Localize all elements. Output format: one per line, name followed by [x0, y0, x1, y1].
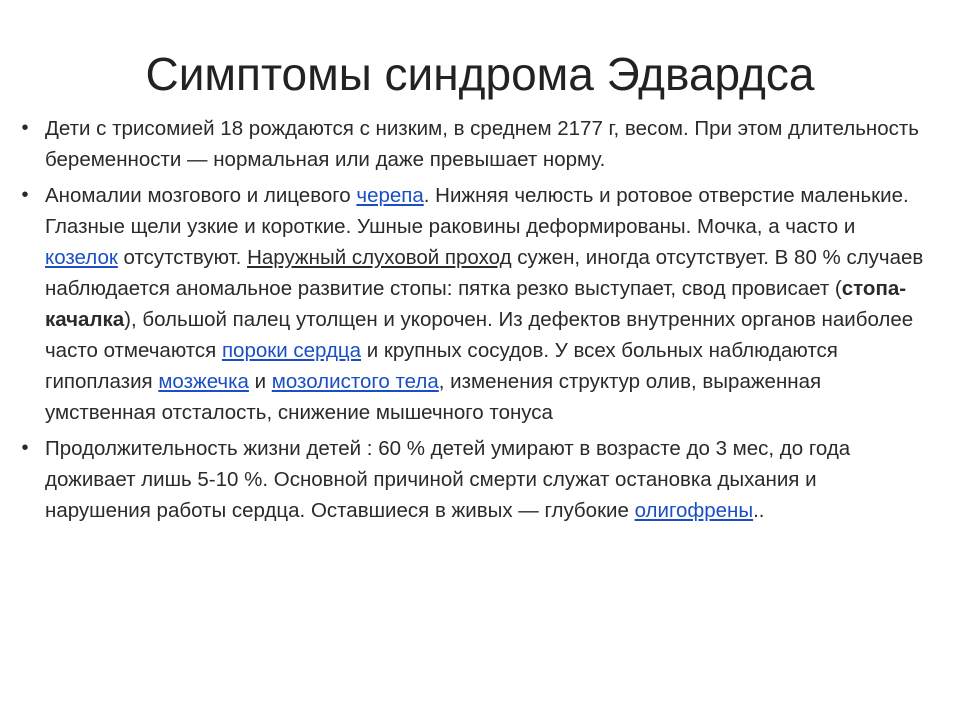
bullet-list	[18, 113, 928, 526]
bullet-item-birth-weight	[18, 113, 928, 175]
bullet-text: и крупных сосудов. У всех больных наблюдаются гипоплазия	[45, 339, 838, 393]
bullet-dot-icon: •	[21, 437, 29, 459]
bullet-text: Продолжительность жизни детей : 60 % детей умирают в возрасте до 3 мес, до года доживает лишь 5-10 %. Основной причиной смерти служат остановка дыхания и нарушения работы сердца. Оставшиеся в живых — глубокие	[45, 437, 851, 522]
bullet-text: , изменения структур олив, выраженная умственная отсталость, снижение мышечного тонуса	[45, 370, 822, 424]
slide-title: Симптомы синдрома Эдвардса	[145, 48, 815, 100]
link-oligophrenia[interactable]: олигофрены	[634, 499, 754, 522]
link-tragus[interactable]: козелок	[45, 246, 118, 269]
link-skull[interactable]: черепа	[356, 184, 424, 207]
bullet-text: Аномалии мозгового и лицевого	[45, 184, 357, 207]
bold-rocker-foot: стопа-качалка	[45, 277, 907, 331]
bullet-text: ), большой палец утолщен и укорочен. Из дефектов внутренних органов наиболее часто отмечаются	[45, 308, 914, 362]
slide-content	[18, 113, 928, 531]
bullet-text: ..	[753, 499, 765, 522]
bullet-item-life-expectancy	[18, 433, 928, 526]
link-corpus-callosum[interactable]: мозолистого тела	[271, 370, 439, 393]
link-heart-defects[interactable]: пороки сердца	[221, 339, 362, 362]
bullet-text: и	[248, 370, 272, 393]
bullet-text: сужен, иногда отсутствует. В 80 % случаев наблюдается аномальное развитие стопы: пятка резко выступает, свод провисает (	[45, 246, 924, 300]
bullet-text: отсутствуют.	[117, 246, 248, 269]
link-cerebellum[interactable]: мозжечка	[158, 370, 249, 393]
bullet-dot-icon: •	[21, 117, 29, 139]
underlined-ear-canal: Наружный слуховой проход	[247, 246, 512, 269]
bullet-item-anomalies	[18, 180, 928, 428]
bullet-text: . Нижняя челюсть и ротовое отверстие маленькие. Глазные щели узкие и короткие. Ушные раковины деформированы. Мочка, а часто и	[45, 184, 909, 238]
bullet-text: Дети с трисомией 18 рождаются с низким, в среднем 2177 г, весом. При этом длительность беременности — нормальная или даже превышает норму.	[45, 117, 919, 171]
bullet-dot-icon: •	[21, 184, 29, 206]
